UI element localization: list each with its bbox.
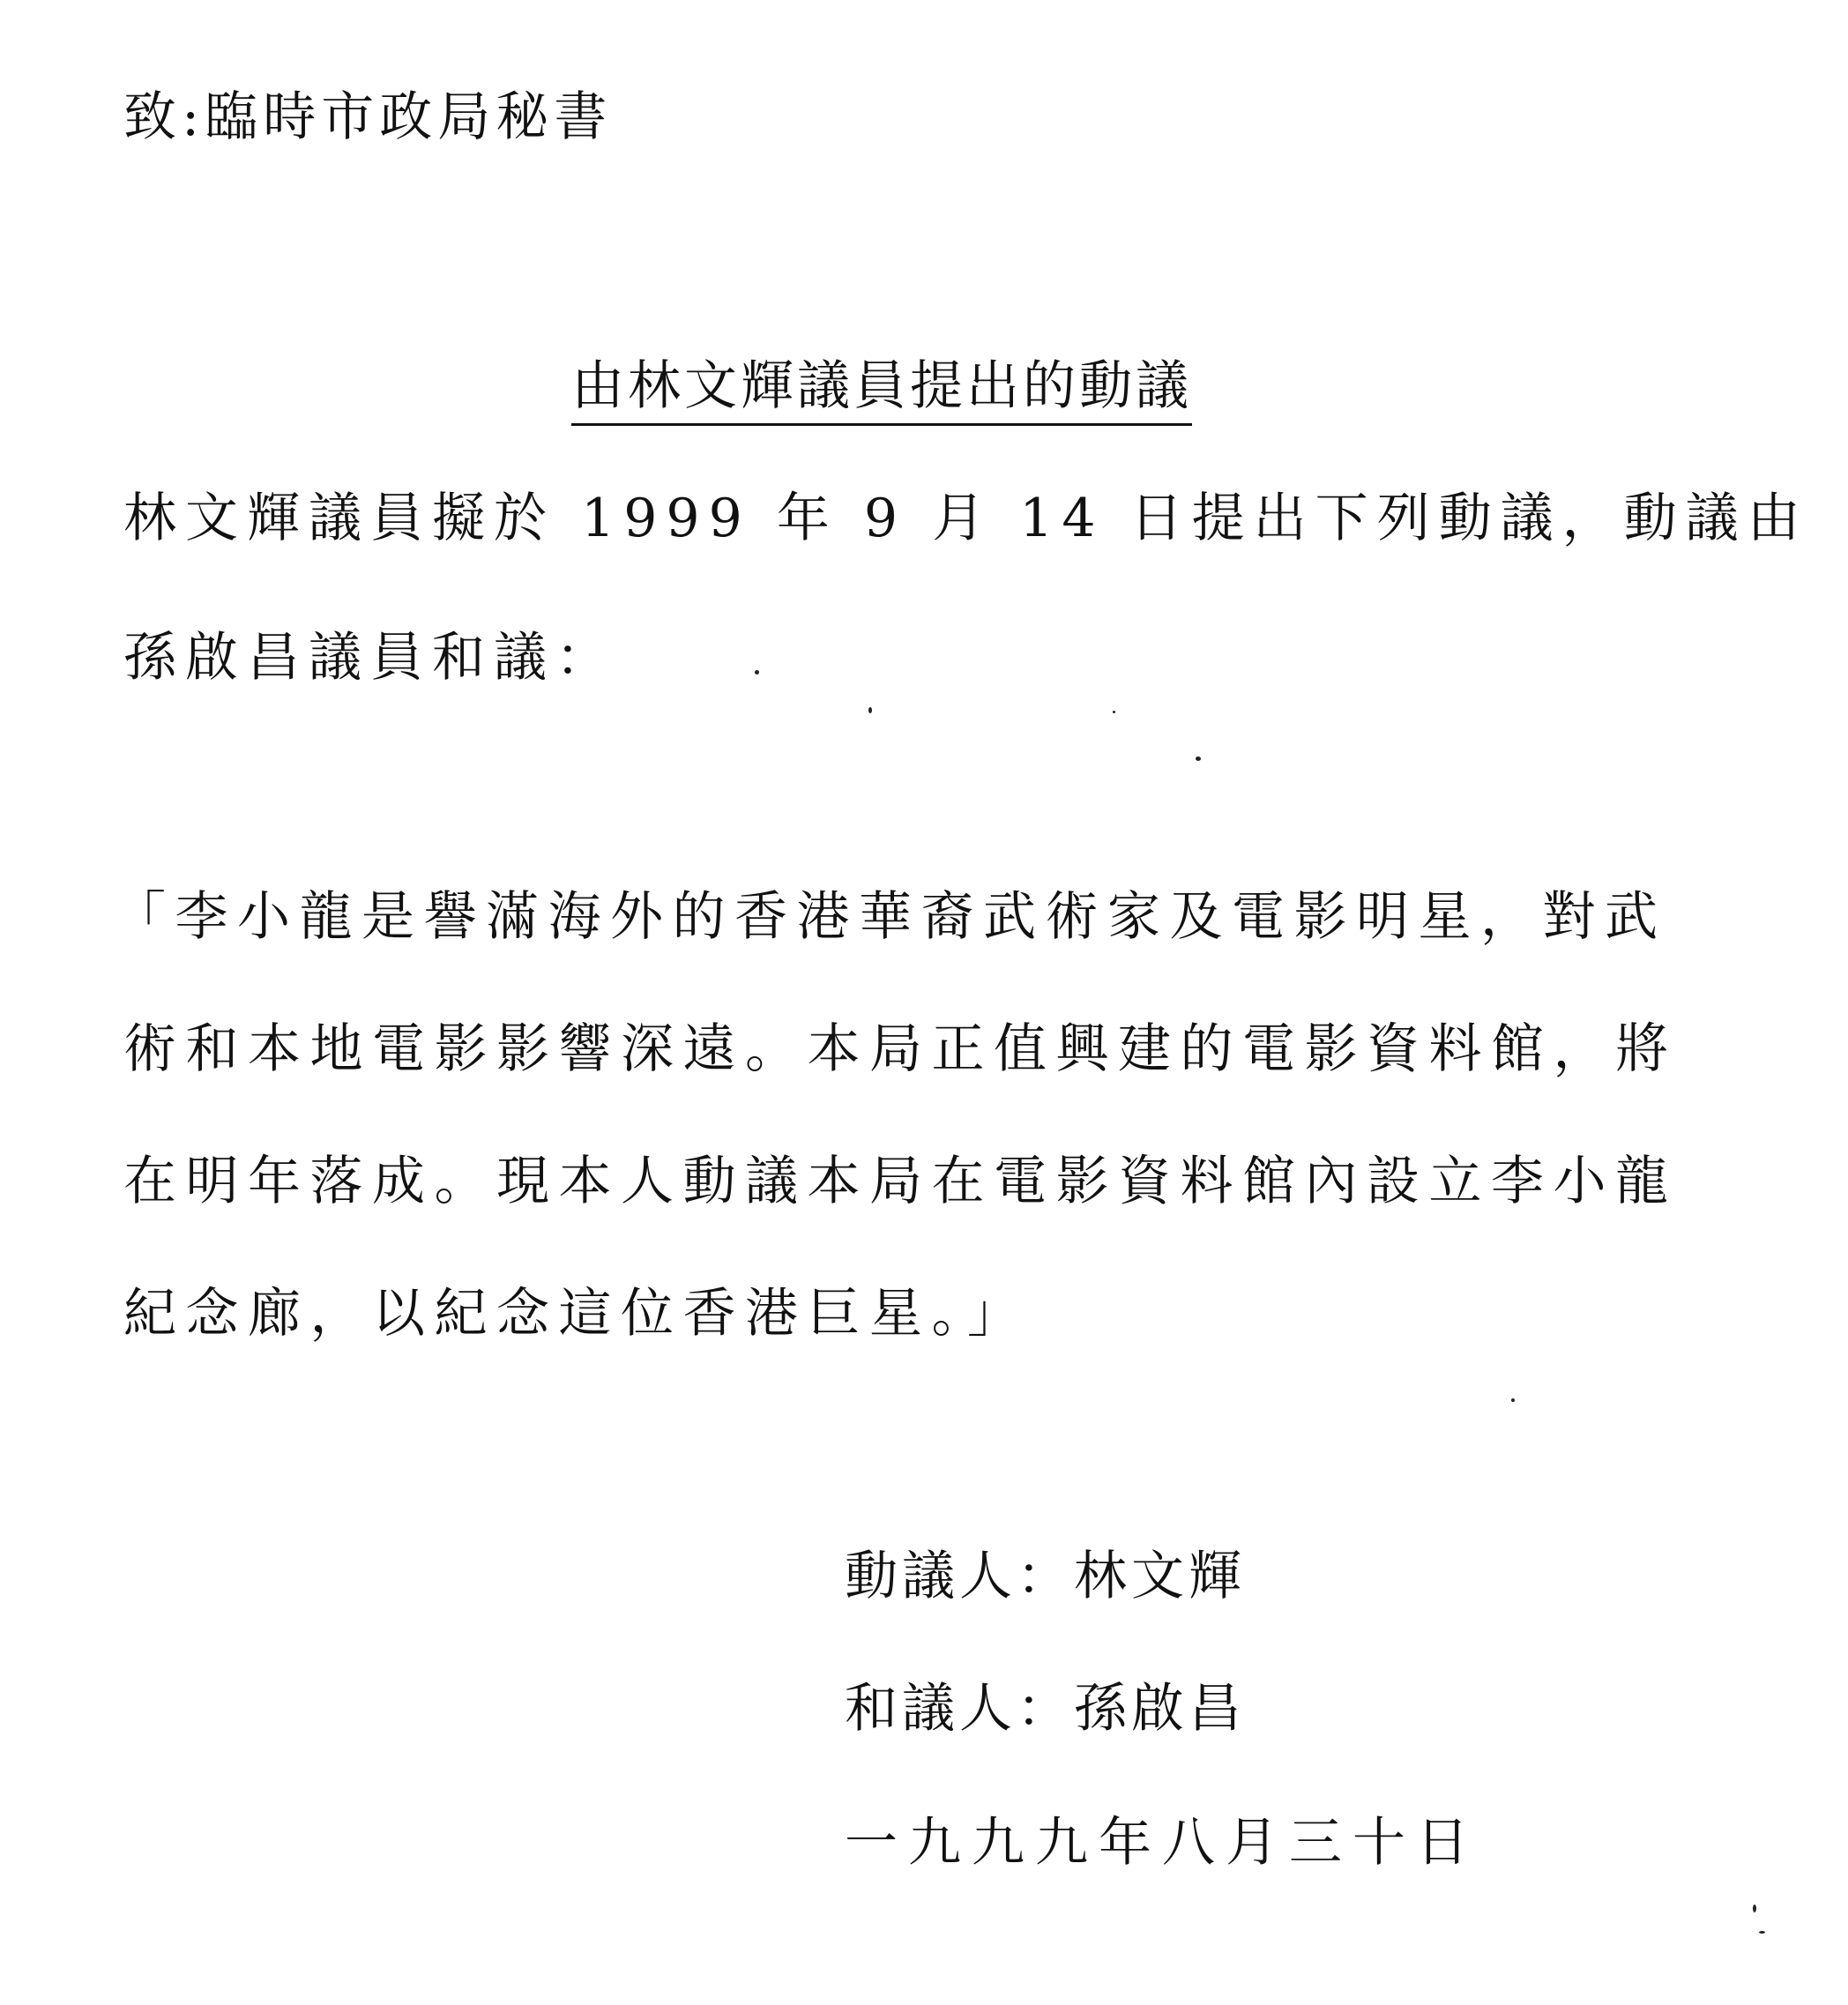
motion-title: 由林文輝議員提出的動議 [571,360,1192,426]
scan-speck [1759,1931,1765,1934]
motion-text-line-3: 在明年落成。現本人動議本局在電影資料館內設立李小龍 [123,1151,1678,1212]
scan-speck [1113,711,1115,713]
addressee-line: 致:臨時市政局秘書 [123,86,613,148]
scan-speck [868,707,872,713]
motion-text-line-4: 紀念廊，以紀念這位香港巨星。」 [123,1283,1030,1345]
document-date: 一九九九年八月三十日 [845,1812,1479,1874]
mover-signature: 動議人：林文輝 [845,1546,1246,1607]
intro-line-2: 孫啟昌議員和議： [123,627,617,689]
motion-text-line-1: 「李小龍是譽滿海外的香港華裔武術家及電影明星，對武 [113,886,1667,948]
scan-speck [1753,1904,1756,1912]
scan-speck [1511,1398,1515,1402]
motion-text-line-2: 術和本地電影影響深遠。本局正值興建的電影資料館，將 [123,1018,1678,1080]
intro-line-1: 林文輝議員擬於 1999 年 9 月 14 日提出下列動議，動議由 [123,488,1809,549]
scan-speck [1196,757,1201,761]
scan-speck [755,670,759,675]
seconder-signature: 和議人：孫啟昌 [845,1678,1246,1740]
